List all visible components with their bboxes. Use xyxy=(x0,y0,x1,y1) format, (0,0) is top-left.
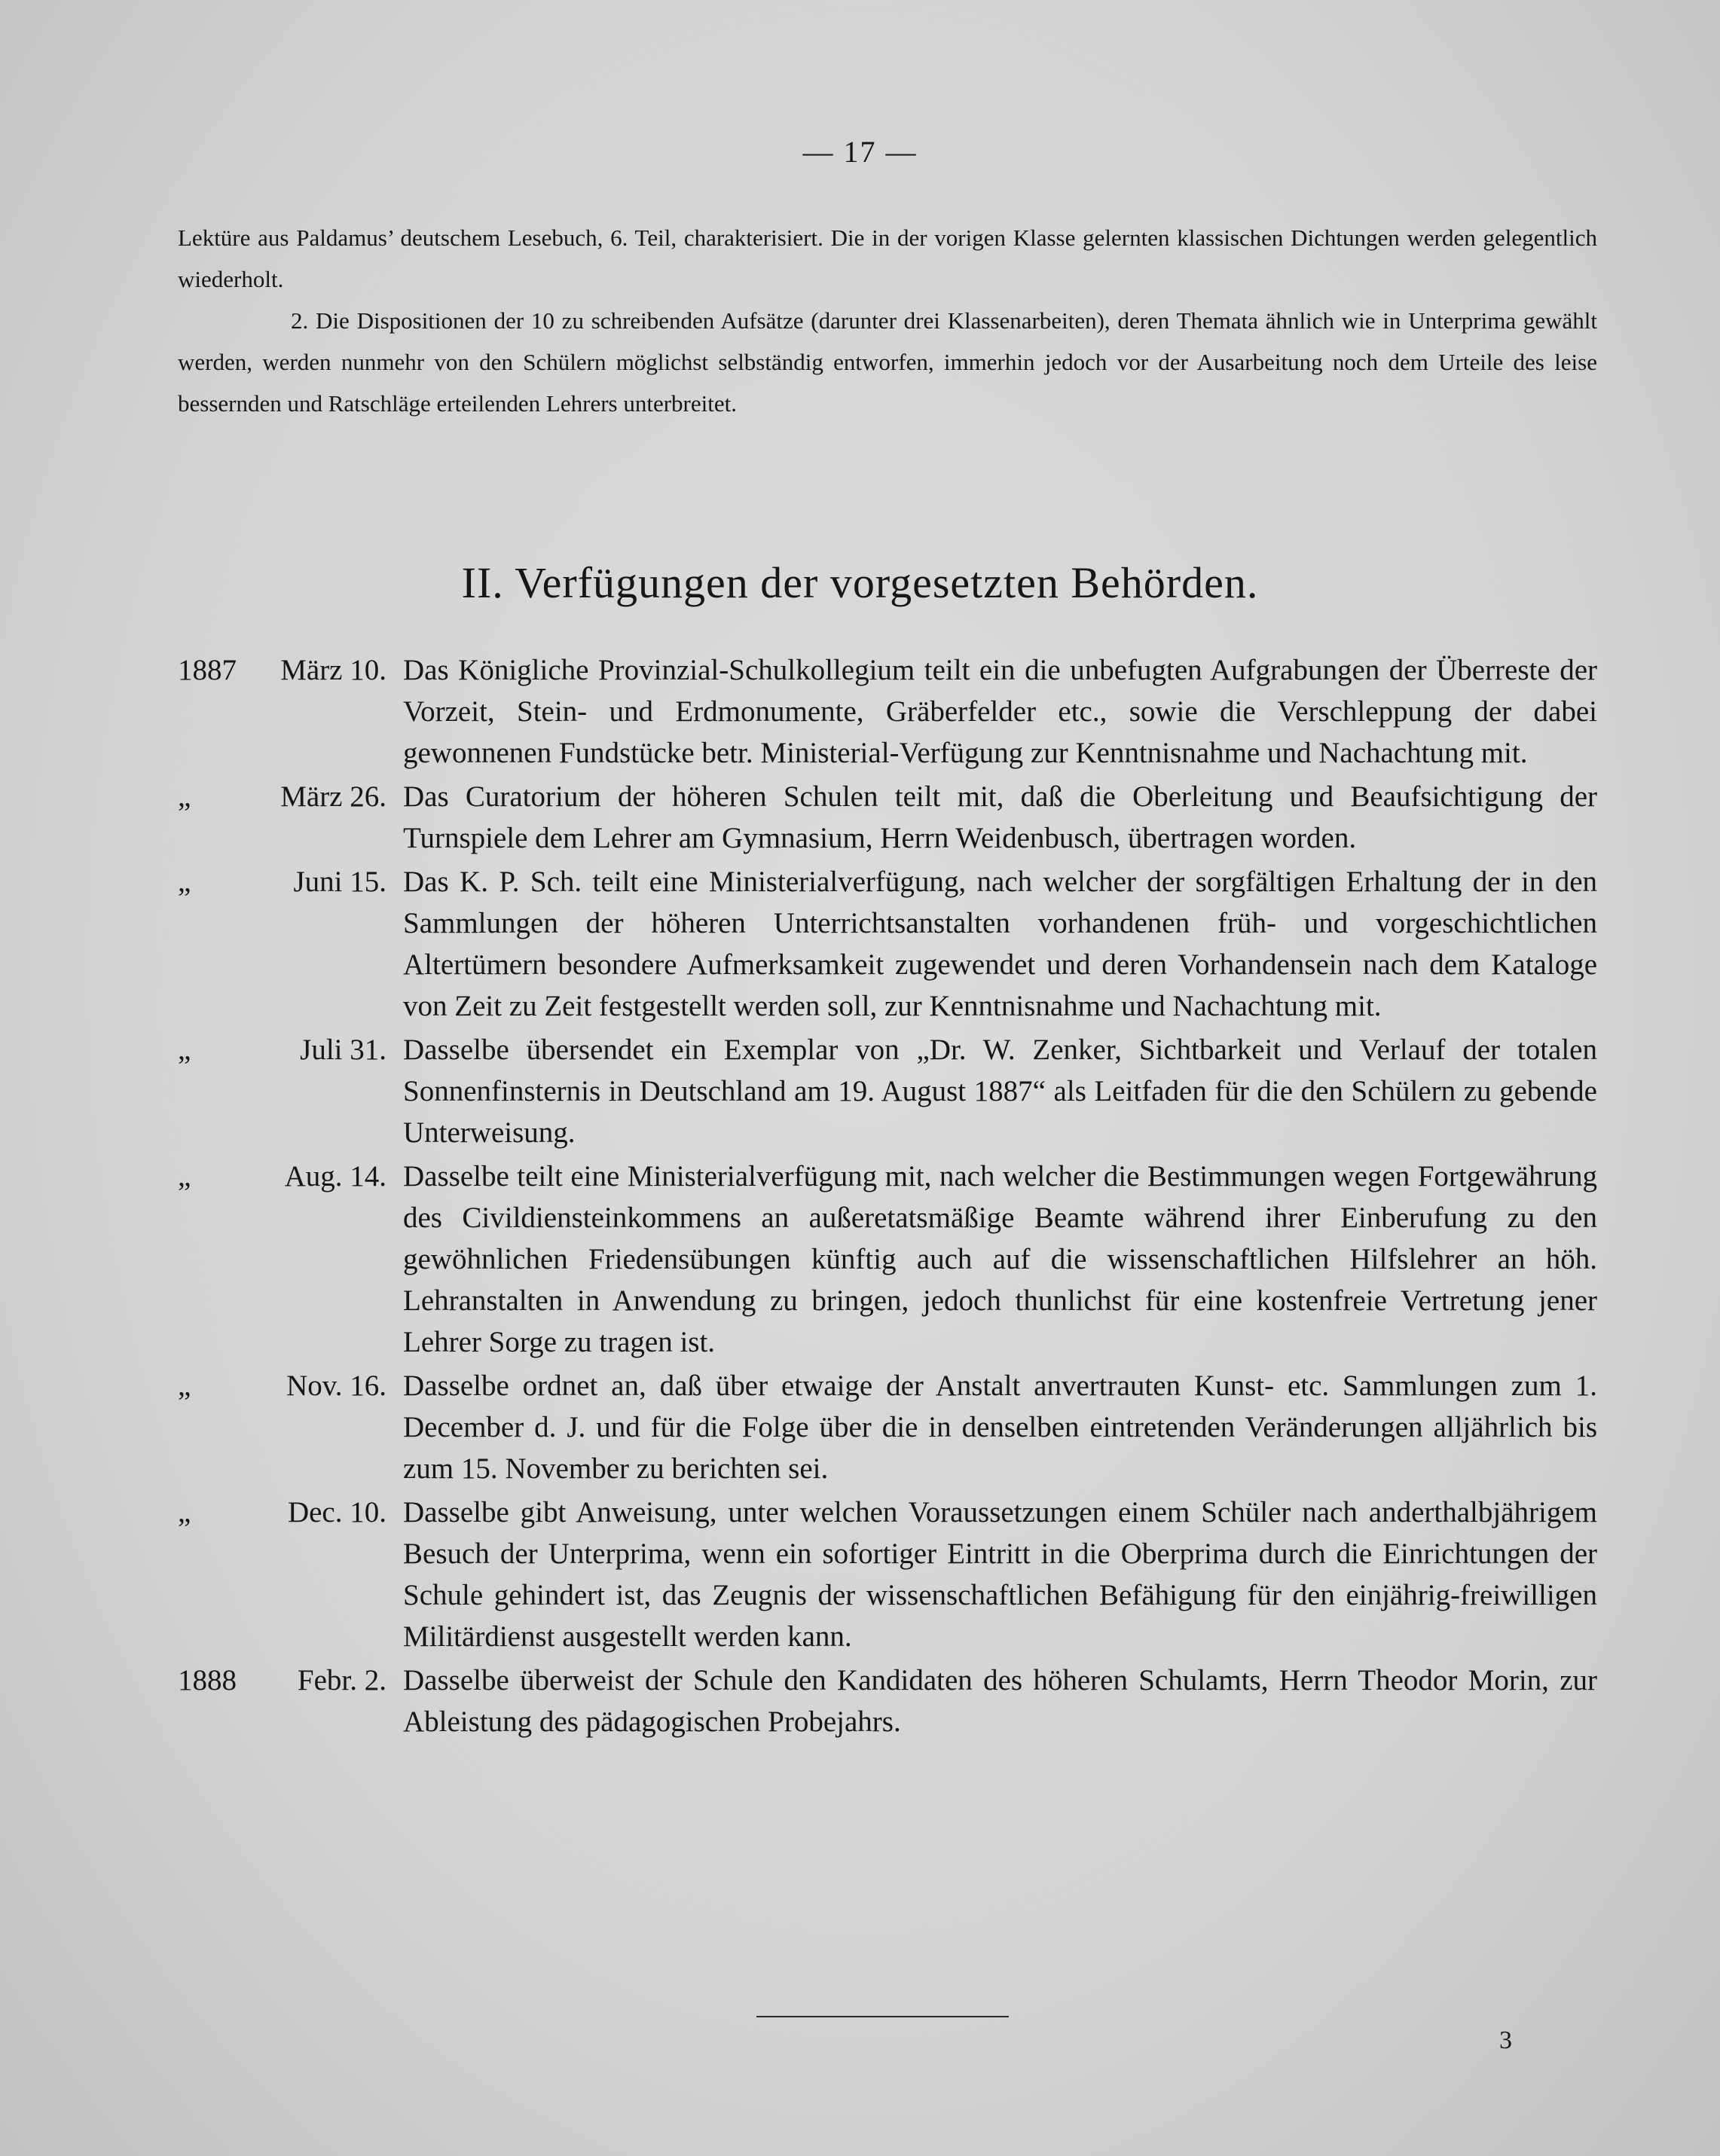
decree-list xyxy=(178,649,1597,1745)
closing-rule xyxy=(756,2016,1009,2017)
entry-year: „ xyxy=(178,1496,191,1528)
entry-year: „ xyxy=(178,1034,191,1066)
intro-paragraph-2: 2. Die Dispositionen der 10 zu schreibenden Aufsätze (darunter drei Klassenarbeiten), deren Themata ähnlich wie in Unterprima gewählt werden, werden nunmehr von den Schülern möglichst selbständig entworfen, immerhin jedoch vor der Ausarbeitung noch dem Urteile des leise bessernden und Ratschläge erteilenden Lehrers unterbreitet. xyxy=(178,307,1597,417)
entry-date: Aug. 14. xyxy=(284,1160,386,1193)
entry-date: Nov. 16. xyxy=(286,1370,386,1402)
section-title: II. Verfügungen der vorgesetzten Behörden. xyxy=(461,558,1259,607)
decree-entry xyxy=(178,1492,1597,1657)
entry-text: Das Königliche Provinzial-Schulkollegium teilt ein die unbefugten Aufgrabungen der Überreste der Vorzeit, Stein- und Erdmonumente, Gräberfelder etc., sowie die Verschleppung der dabei gewonnenen Fundstücke betr. Ministerial-Verfügung zur Kenntnisnahme und Nachachtung mit. xyxy=(403,654,1597,769)
entry-year: „ xyxy=(178,866,191,898)
entry-text: Das Curatorium der höheren Schulen teilt mit, daß die Oberleitung und Beaufsichtigung der Turnspiele dem Lehrer am Gymnasium, Herrn Weidenbusch, übertragen worden. xyxy=(403,780,1597,854)
entry-year: 1887 xyxy=(178,654,237,686)
entry-date: März 26. xyxy=(280,780,386,813)
entry-date: Juli 31. xyxy=(300,1034,386,1066)
entry-date: Juni 15. xyxy=(293,866,386,898)
entry-text: Dasselbe überweist der Schule den Kandidaten des höheren Schulamts, Herrn Theodor Morin, zur Ableistung des pädagogischen Probejahrs. xyxy=(403,1664,1597,1738)
entry-text: Das K. P. Sch. teilt eine Ministerialverfügung, nach welcher der sorgfältigen Erhaltung der in den Sammlungen der höheren Unterrichtsanstalten vorhandenen früh- und vorgeschichtlichen Altertümern besondere Aufmerksamkeit zugewendet und deren Vorhandensein nach dem Kataloge von Zeit zu Zeit festgestellt werden soll, zur Kenntnisnahme und Nachachtung mit. xyxy=(403,866,1597,1022)
entry-year: „ xyxy=(178,1370,191,1402)
decree-entry xyxy=(178,1365,1597,1489)
entry-text: Dasselbe ordnet an, daß über etwaige der Anstalt anvertrauten Kunst- etc. Sammlungen zum 1. December d. J. und für die Folge über die in denselben eintretenden Veränderungen alljährlich bis zum 15. November zu berichten sei. xyxy=(403,1370,1597,1485)
decree-entry xyxy=(178,649,1597,774)
signature-mark: 3 xyxy=(1499,2026,1512,2054)
entry-text: Dasselbe übersendet ein Exemplar von „Dr. W. Zenker, Sichtbarkeit und Verlauf der totalen Sonnenfinsternis in Deutschland am 19. August 1887“ als Leitfaden für die den Schülern zu gebende Unterweisung. xyxy=(403,1034,1597,1149)
decree-entry xyxy=(178,776,1597,859)
entry-text: Dasselbe gibt Anweisung, unter welchen Voraussetzungen einem Schüler nach anderthalbjährigem Besuch der Unterprima, wenn ein sofortiger Eintritt in die Oberprima durch die Einrichtungen der Schule gehindert ist, das Zeugnis der wissenschaftlichen Befähigung für den einjährig-freiwilligen Militärdienst ausgestellt werden kann. xyxy=(403,1496,1597,1653)
entry-date: Febr. 2. xyxy=(297,1664,386,1696)
intro-text xyxy=(178,217,1597,424)
entry-text: Dasselbe teilt eine Ministerialverfügung mit, nach welcher die Bestimmungen wegen Fortgewährung des Civildiensteinkommens an außeretatsmäßige Beamte während ihrer Einberufung zu den gewöhnlichen Friedensübungen künftig auch auf die wissenschaftlichen Hilfslehrer an höh. Lehranstalten in Anwendung zu bringen, jedoch thunlichst für eine kostenfreie Vertretung jener Lehrer Sorge zu tragen ist. xyxy=(403,1160,1597,1358)
entry-year: „ xyxy=(178,1160,191,1193)
entry-date: Dec. 10. xyxy=(287,1496,386,1528)
decree-entry xyxy=(178,1029,1597,1153)
entry-date: März 10. xyxy=(280,654,386,686)
page-number: — 17 — xyxy=(802,135,918,169)
entry-year: „ xyxy=(178,780,191,813)
decree-entry xyxy=(178,1156,1597,1363)
decree-entry xyxy=(178,1660,1597,1742)
entry-year: 1888 xyxy=(178,1664,237,1696)
decree-entry xyxy=(178,861,1597,1027)
intro-paragraph-1: Lektüre aus Paldamus’ deutschem Lesebuch, 6. Teil, charakterisiert. Die in der vorigen Klasse gelernten klassischen Dichtungen werden gelegentlich wiederholt. xyxy=(178,224,1597,292)
